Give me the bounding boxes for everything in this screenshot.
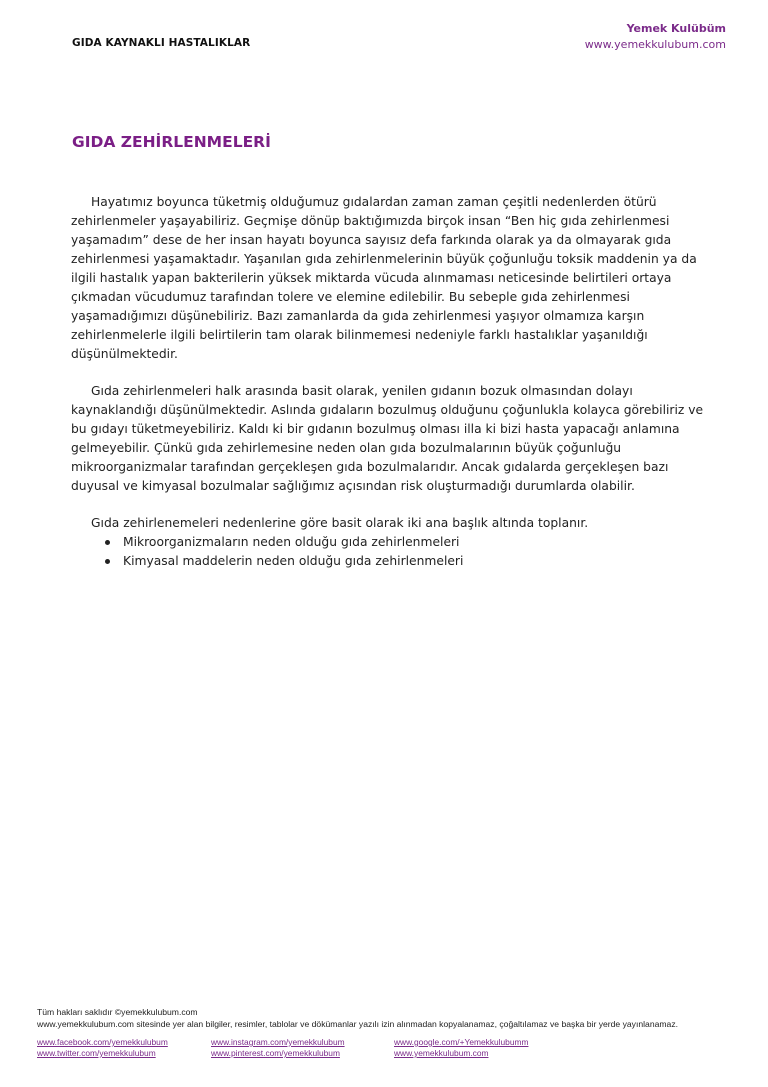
list-item: [123, 552, 705, 571]
bullet-icon: [105, 540, 110, 545]
website-link[interactable]: www.yemekkulubum.com: [394, 1048, 489, 1058]
twitter-link[interactable]: www.twitter.com/yemekkulubum: [37, 1048, 156, 1058]
article-body: [71, 193, 705, 571]
bullet-icon: [105, 559, 110, 564]
google-plus-link[interactable]: www.google.com/+Yemekkulubumm: [394, 1037, 529, 1047]
paragraph-1: Hayatımız boyunca tüketmiş olduğumuz gıdalardan zaman zaman çeşitli nedenlerden ötürü zehirlenmeler yaşayabiliriz. Geçmişe dönüp baktığımızda birçok insan “Ben hiç gıda zehirlenmesi yaşamadım” dese de her insan hayatı boyunca sayısız defa farkında olarak ya da olmayarak gıda zehirlenmesi yaşamaktadır. Yaşanılan gıda zehirlenmelerinin büyük çoğunluğu toksik maddenin ya da ilgili hastalık yapan bakterilerin yüksek miktarda vücuda alınmaması neticesinde belirtileri ortaya çıkmadan vücudumuz tarafından tolere ve elemine edilebilir. Bu sebeple gıda zehirlenmesi yaşamadığımızı düşünebiliriz. Bazı zamanlarda da gıda zehirlenmesi yaşıyor olmamıza karşın zehirlenmelerle ilgili belirtilerin tam olarak bilinmemesi nedeniyle farklı hastalıklar yaşanıldığı düşünülmektedir.: [71, 195, 697, 361]
list-item-text: Mikroorganizmaların neden olduğu gıda zehirlenmeleri: [123, 535, 460, 549]
footer-notice: www.yemekkulubum.com sitesinde yer alan bilgiler, resimler, tablolar ve dökümanlar yazılı izin alınmadan kopyalanamaz, çoğaltılamaz ve başka bir yerde yayınlanamaz.: [37, 1019, 679, 1029]
list-item-text: Kimyasal maddelerin neden olduğu gıda zehirlenmeleri: [123, 554, 464, 568]
brand-name: Yemek Kulübüm: [626, 22, 726, 35]
header-brand-block: [585, 20, 726, 53]
pinterest-link[interactable]: www.pinterest.com/yemekkulubum: [211, 1048, 340, 1058]
footer-copyright: Tüm hakları saklıdır ©yemekkulubum.com: [37, 1007, 198, 1017]
brand-site-link[interactable]: www.yemekkulubum.com: [584, 38, 726, 51]
list-item: [123, 533, 705, 552]
list-intro: Gıda zehirlenemeleri nedenlerine göre basit olarak iki ana başlık altında toplanır.: [91, 516, 589, 530]
instagram-link[interactable]: www.instagram.com/yemekkulubum: [211, 1037, 345, 1047]
article-title: GIDA ZEHİRLENMELERİ: [72, 133, 271, 151]
page-footer: [37, 1006, 757, 1059]
header-document-title: GIDA KAYNAKLI HASTALIKLAR: [72, 37, 251, 49]
paragraph-2: Gıda zehirlenmeleri halk arasında basit olarak, yenilen gıdanın bozuk olmasından dolayı kaynaklandığı düşünülmektedir. Aslında gıdaların bozulmuş olduğunu çoğunlukla kolayca görebiliriz ve bu gıdayı tüketmeyebiliriz. Kaldı ki bir gıdanın bozulmuş olması illa ki bizi hasta yapacağı anlamına gelmeyebilir. Çünkü gıda zehirlemesine neden olan gıda bozulmalarının büyük çoğunluğu mikroorganizmalar tarafından gerçekleşen gıda bozulmalarıdır. Ancak gıdalarda gerçekleşen bazı duyusal ve kimyasal bozulmalar sağlığımız açısından risk oluşturmadığı durumlarda olabilir.: [71, 384, 704, 493]
cause-list: [71, 533, 705, 571]
facebook-link[interactable]: www.facebook.com/yemekkulubum: [37, 1037, 168, 1047]
footer-social-links: [37, 1037, 757, 1059]
